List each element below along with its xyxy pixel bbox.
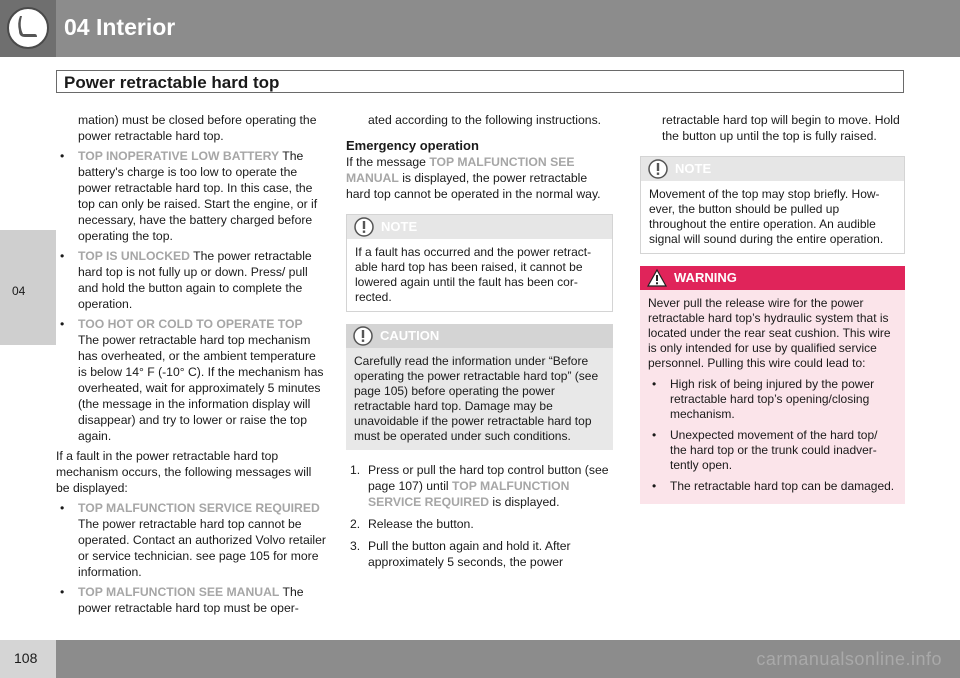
- message-desc: The power retractable hard top must be oper-: [78, 585, 304, 615]
- list-item: [56, 248, 326, 312]
- list-item: • The retractable hard top can be damaged.: [648, 479, 897, 494]
- chapter-header: [0, 0, 960, 57]
- note-text: If a fault has occurred and the power retractable hard top has been raised, it cannot be lowered again until the fault has been corrected.: [355, 245, 592, 304]
- message-term: TOP MALFUNCTION SERVICE REQUIRED: [78, 501, 320, 515]
- info-icon: [353, 217, 375, 237]
- intro-text: mation) must be closed before operating the power retractable hard top.: [78, 113, 317, 143]
- list-item: 2. Release the button.: [350, 517, 474, 531]
- page-number: 108: [14, 650, 38, 666]
- list-item: • High risk of being injured by the power retractable hard top’s opening/closing mechanism.: [648, 377, 897, 422]
- message-desc: The battery's charge is too low to operate the power retractable hard top. In this case, the top can only be raised. Start the engine, or if necessary, have the battery charged before operating the top.: [78, 149, 318, 243]
- page-number-box: [0, 640, 56, 678]
- continued-text: retractable hard top will begin to move. Hold the button up until the top is fully raised.: [662, 113, 900, 143]
- chapter-side-tab[interactable]: [0, 230, 56, 345]
- list-item: • Unexpected movement of the hard top/ the hard top or the trunk could inadvertently open.: [648, 428, 897, 473]
- warning-label: WARNING: [674, 270, 737, 285]
- message-desc: The power retractable hard top cannot be operated. Contact an authorized Volvo retailer or service technician. see page 105 for more information.: [78, 517, 326, 579]
- message-term: TOP IS UNLOCKED: [78, 249, 190, 263]
- continued-text: ated according to the following instructions.: [368, 113, 602, 127]
- caution-icon: [352, 326, 374, 346]
- note-box: [640, 156, 905, 254]
- warning-text: Never pull the release wire for the power retractable hard top’s hydraulic system that is located under the rear seat cushion. This wire is only intended for use by qualified service personnel. Pulling this wire could lead to:: [648, 296, 891, 370]
- message-term: TOP MALFUNCTION SEE MANUAL: [346, 155, 575, 185]
- section-bar: [56, 70, 904, 93]
- caution-label: CAUTION: [380, 328, 440, 343]
- fault-intro: If a fault in the power retractable hard top mechanism occurs, the following messages will be displayed:: [56, 449, 312, 495]
- warning-triangle-icon: [646, 268, 668, 288]
- list-item: [56, 148, 326, 244]
- message-term: TOP MALFUNCTION SEE MANUAL: [78, 585, 280, 599]
- note-label: NOTE: [675, 161, 712, 176]
- caution-text: Carefully read the information under “Before operating the power retractable hard top” (see page 105) before operating the power retractable hard top. Damage may be unavoidable if the power retractable hard top must be operated under such conditions.: [354, 354, 599, 443]
- list-item: [56, 500, 326, 580]
- column-1: [56, 112, 326, 620]
- list-item: [56, 316, 326, 444]
- message-term: TOP INOPERATIVE LOW BATTERY: [78, 149, 280, 163]
- column-3: [640, 112, 905, 516]
- note-text: Movement of the top may stop briefly. However, the button should be pulled up throughout the entire operation. An audible signal will sound during the entire operation.: [649, 187, 884, 246]
- column-2: [346, 112, 613, 576]
- info-icon: [647, 159, 669, 179]
- message-term: TOO HOT OR COLD TO OPERATE TOP: [78, 317, 303, 331]
- list-item: 3. Pull the button again and hold it. After approximately 5 seconds, the power: [350, 539, 571, 569]
- warning-box: [640, 266, 905, 504]
- message-desc: The power retractable hard top mechanism has overheated, or the ambient temperature is below 14° F (-10° C). If the mechanism has overheated, wait for approximately 5 minutes (the message in the information display will disappear) and try to lower or raise the top again.: [78, 333, 324, 443]
- seat-icon: [0, 0, 56, 57]
- caution-box: [346, 324, 613, 450]
- emergency-heading: Emergency operation: [346, 138, 479, 153]
- emergency-text: If the message TOP MALFUNCTION SEE MANUAL is displayed, the power retractable hard top cannot be operated in the normal way.: [346, 155, 601, 201]
- watermark: carmanualsonline.info: [756, 649, 942, 669]
- chapter-title: 04 Interior: [64, 14, 176, 40]
- list-item: [56, 584, 326, 616]
- note-box: [346, 214, 613, 312]
- section-title: Power retractable hard top: [64, 73, 280, 92]
- message-desc: The power retractable hard top is not fully up or down. Press/ pull and hold the button again to complete the operation.: [78, 249, 312, 311]
- side-tab-label: 04: [12, 284, 26, 298]
- list-item: 1. Press or pull the hard top control button (see page 107) until TOP MALFUNCTION SERVICE REQUIRED is displayed.: [350, 463, 609, 509]
- note-label: NOTE: [381, 219, 418, 234]
- message-term: TOP MALFUNCTION SERVICE REQUIRED: [368, 479, 570, 509]
